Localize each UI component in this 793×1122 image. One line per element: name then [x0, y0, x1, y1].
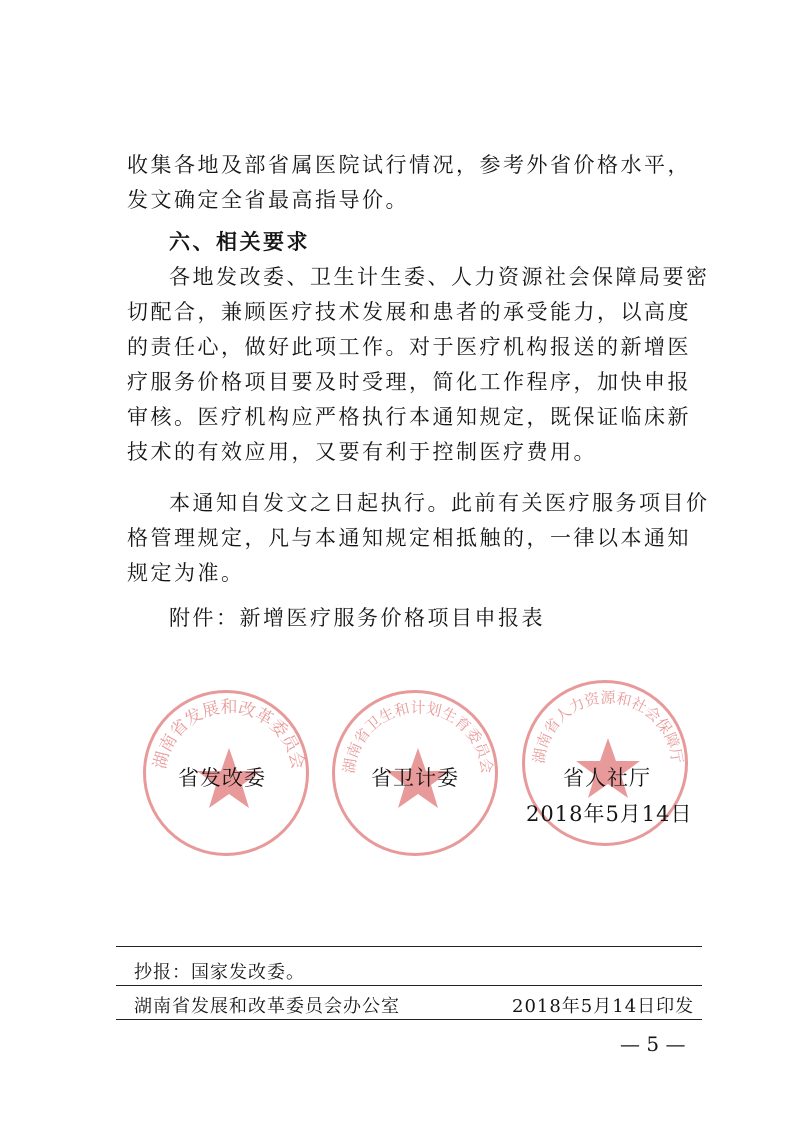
signer-health-planning: 省卫计委: [371, 766, 459, 790]
paragraph-continuation: 收集各地及部省属医院试行情况，参考外省价格水平，发文确定全省最高指导价。: [127, 153, 691, 212]
seal-1-text: 湖南省发展和改革委员会: [150, 697, 308, 771]
issue-date: 2018年5月14日印发: [512, 996, 695, 1017]
footer-rule-bottom: [116, 1019, 702, 1020]
seal-2-text: 湖南省卫生和计划生育委员会: [339, 698, 497, 775]
page-number: — 5 —: [620, 1032, 686, 1056]
footer-rule-middle: [116, 985, 702, 986]
footer-rule-top: [116, 946, 702, 947]
signature-date: 2018年5月14日: [526, 802, 693, 826]
attachment-line: 附件：新增医疗服务价格项目申报表: [169, 606, 545, 630]
issuer-office: 湖南省发展和改革委员会办公室: [134, 996, 400, 1017]
paragraph-requirements: 各地发改委、卫生计生委、人力资源社会保障局要密切配合，兼顾医疗技术发展和患者的承受能力，以高度的责任心，做好此项工作。对于医疗机构报送的新增医疗服务价格项目要及时受理，简化工作程序，加快申报审核。医疗机构应严格执行本通知规定，既保证临床新技术的有效应用，又要有利于控制医疗费用。: [127, 265, 710, 464]
section-heading: 六、相关要求: [169, 230, 310, 254]
paragraph-effective-date: 本通知自发文之日起执行。此前有关医疗服务项目价格管理规定，凡与本通知规定相抵触的，一律以本通知规定为准。: [127, 491, 710, 585]
seal-3-text: 湖南省人力资源和社会保障厅: [529, 688, 687, 765]
signer-human-resources: 省人社厅: [563, 766, 651, 790]
signer-development-reform: 省发改委: [178, 766, 266, 790]
cc-line: 抄报：国家发改委。: [134, 962, 305, 983]
